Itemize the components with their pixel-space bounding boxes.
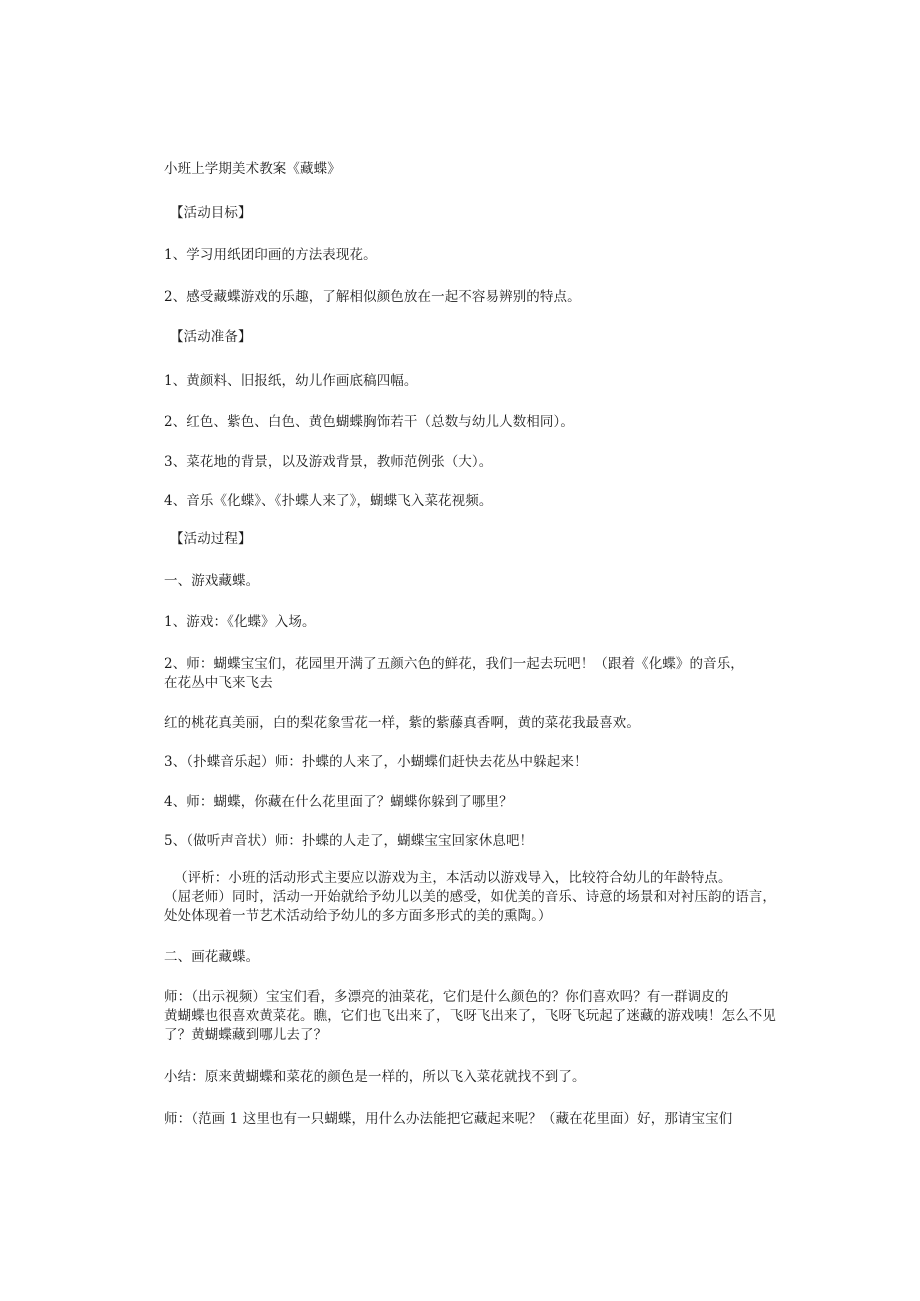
step-item-5: 5、（做听声音状）师：扑蝶的人走了，蝴蝶宝宝回家休息吧！ (164, 833, 534, 849)
step-item-1: 1、游戏：《化蝶》入场。 (164, 614, 316, 630)
document-title: 小班上学期美术教案《藏蝶》 (164, 161, 341, 177)
comment-line-3: 处处体现着一节艺术活动给予幼儿的多方面多形式的美的熏陶。） (164, 908, 552, 924)
teacher-1-line-1: 师：（出示视频）宝宝们看，多漂亮的油菜花，它们是什么颜色的？你们喜欢吗？有一群调皮的 (164, 989, 729, 1005)
step-item-3: 3、（扑蝶音乐起）师：扑蝶的人来了，小蝴蝶们赶快去花丛中躲起来！ (164, 754, 588, 770)
part-heading-1: 一、游戏藏蝶。 (164, 573, 260, 589)
part-heading-2: 二、画花藏蝶。 (164, 949, 260, 965)
step-2-line-2: 在花丛中飞来飞去 (164, 675, 273, 691)
comment-line-2: （屈老师）同时，活动一开始就给予幼儿以美的感受，如优美的音乐、诗意的场景和对衬压韵的语言， (164, 889, 776, 905)
section-heading-goals: 【活动目标】 (170, 205, 252, 221)
prep-item-2: 2、红色、紫色、白色、黄色蝴蝶胸饰若干（总数与幼儿人数相同）。 (164, 414, 574, 430)
comment-paragraph (164, 869, 804, 926)
teacher-paragraph-2: 师：（范画 1 这里也有一只蝴蝶，用什么办法能把它藏起来呢？（藏在花里面）好，那请宝宝们 (164, 1111, 733, 1127)
comment-line-1: （评析：小班的活动形式主要应以游戏为主，本活动以游戏导入，比较符合幼儿的年龄特点。 (174, 870, 732, 886)
prep-item-1: 1、黄颜料、旧报纸，幼儿作画底稿四幅。 (164, 373, 418, 389)
goal-item-1: 1、学习用纸团印画的方法表现花。 (164, 247, 377, 263)
step-item-4: 4、师：蝴蝶，你藏在什么花里面了？蝴蝶你躲到了哪里？ (164, 794, 513, 810)
step-2-continuation: 红的桃花真美丽，白的梨花象雪花一样，紫的紫藤真香啊，黄的菜花我最喜欢。 (164, 715, 640, 731)
teacher-1-line-3: 了？黄蝴蝶藏到哪儿去了？ (164, 1027, 328, 1043)
section-heading-process: 【活动过程】 (170, 531, 252, 547)
step-item-2 (164, 655, 804, 693)
step-2-line-1: 2、师：蝴蝶宝宝们，花园里开满了五颜六色的鲜花，我们一起去玩吧！（跟着《化蝶》的音乐， (164, 656, 744, 672)
prep-item-4: 4、音乐《化蝶》、《扑蝶人来了》，蝴蝶飞入菜花视频。 (164, 493, 493, 509)
section-heading-prep: 【活动准备】 (170, 329, 252, 345)
goal-item-2: 2、感受藏蝶游戏的乐趣，了解相似颜色放在一起不容易辨别的特点。 (164, 289, 581, 305)
teacher-1-line-2: 黄蝴蝶也很喜欢黄菜花。瞧，它们也飞出来了，飞呀飞出来了，飞呀飞玩起了迷藏的游戏咦！怎么不见 (164, 1008, 776, 1024)
teacher-paragraph-1 (164, 988, 804, 1045)
prep-item-3: 3、菜花地的背景，以及游戏背景，教师范例张（大）。 (164, 454, 493, 470)
summary-line: 小结：原来黄蝴蝶和菜花的颜色是一样的，所以飞入菜花就找不到了。 (164, 1069, 586, 1085)
